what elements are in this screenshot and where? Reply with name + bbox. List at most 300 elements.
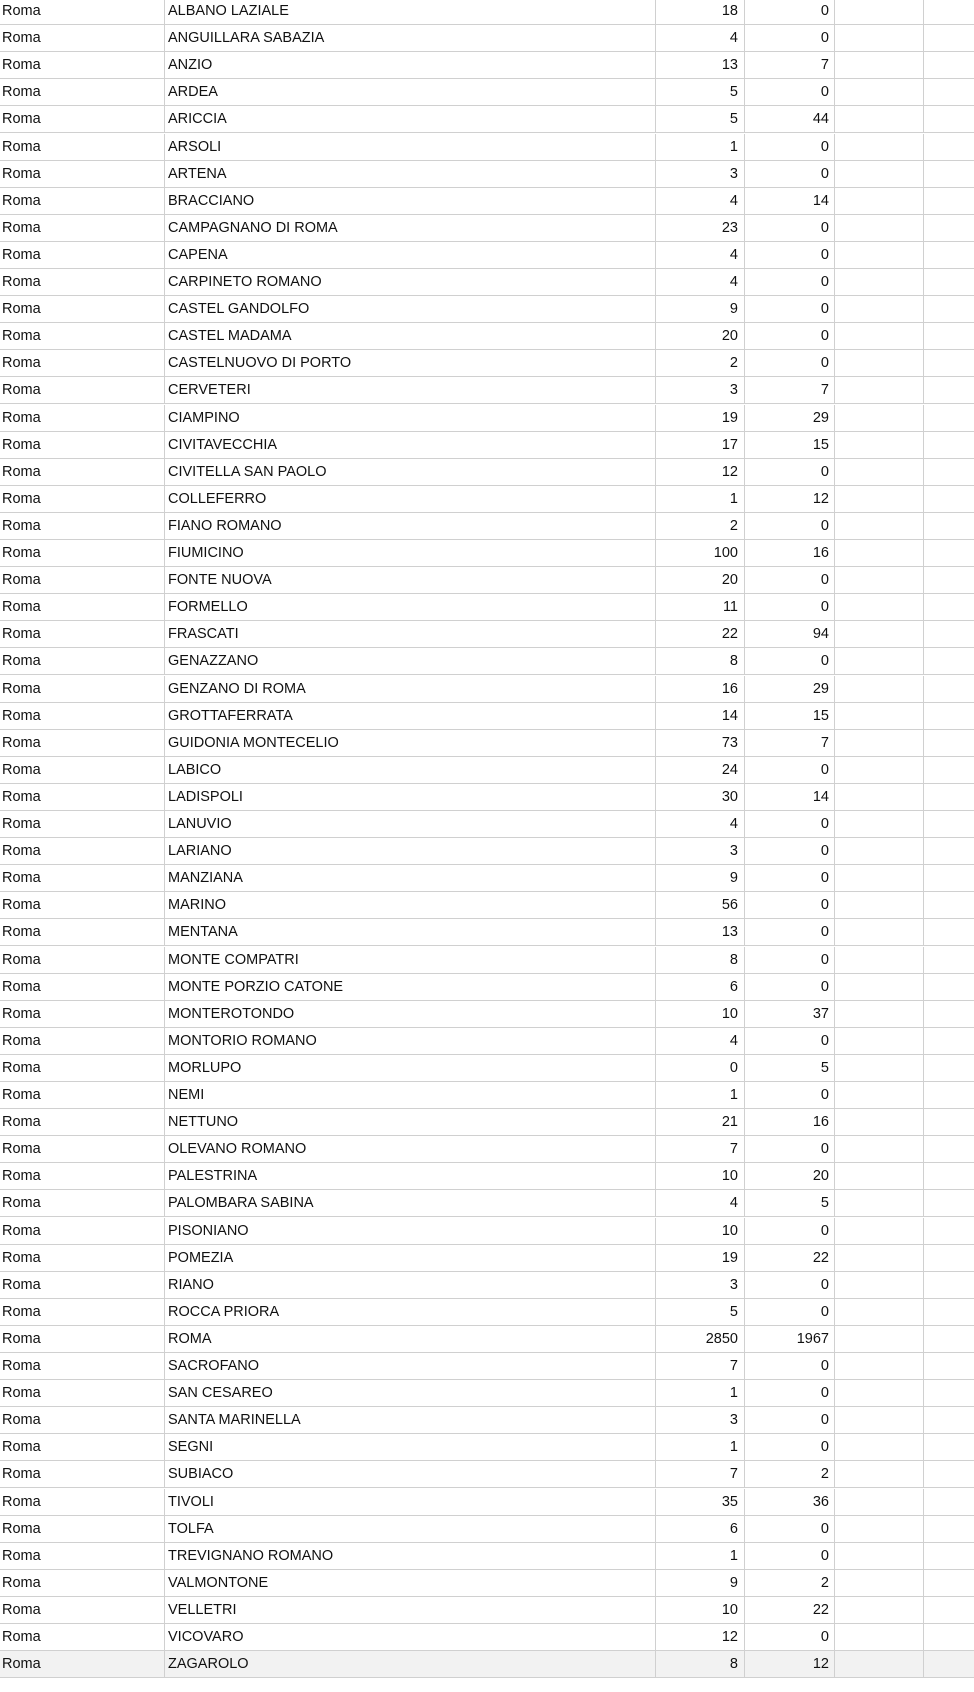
cell-province[interactable]: Roma [0, 1163, 165, 1189]
cell-value-a[interactable]: 1 [656, 1543, 745, 1569]
cell-empty[interactable] [835, 1353, 924, 1379]
cell-value-a[interactable]: 19 [656, 1245, 745, 1271]
cell-value-a[interactable]: 3 [656, 838, 745, 864]
cell-value-a[interactable]: 8 [656, 947, 745, 973]
cell-value-b[interactable]: 2 [745, 1570, 835, 1596]
cell-comune[interactable]: ROMA [165, 1326, 656, 1352]
cell-comune[interactable]: SUBIACO [165, 1461, 656, 1487]
cell-value-b[interactable]: 0 [745, 350, 835, 376]
cell-province[interactable]: Roma [0, 25, 165, 51]
cell-province[interactable]: Roma [0, 594, 165, 620]
cell-value-a[interactable]: 4 [656, 188, 745, 214]
cell-empty[interactable] [924, 1190, 974, 1216]
cell-empty[interactable] [924, 1001, 974, 1027]
cell-value-a[interactable]: 6 [656, 974, 745, 1000]
cell-province[interactable]: Roma [0, 215, 165, 241]
cell-comune[interactable]: CASTEL MADAMA [165, 323, 656, 349]
cell-empty[interactable] [835, 1461, 924, 1487]
cell-value-b[interactable]: 14 [745, 188, 835, 214]
cell-empty[interactable] [835, 1516, 924, 1542]
cell-value-b[interactable]: 29 [745, 405, 835, 431]
cell-value-b[interactable]: 0 [745, 1028, 835, 1054]
cell-empty[interactable] [924, 1570, 974, 1596]
cell-empty[interactable] [924, 405, 974, 431]
cell-value-a[interactable]: 14 [656, 703, 745, 729]
cell-empty[interactable] [924, 1245, 974, 1271]
cell-empty[interactable] [835, 730, 924, 756]
cell-empty[interactable] [835, 594, 924, 620]
cell-empty[interactable] [924, 1218, 974, 1244]
cell-empty[interactable] [924, 106, 974, 132]
cell-comune[interactable]: FIUMICINO [165, 540, 656, 566]
cell-comune[interactable]: MANZIANA [165, 865, 656, 891]
cell-empty[interactable] [835, 459, 924, 485]
cell-value-a[interactable]: 4 [656, 25, 745, 51]
cell-empty[interactable] [924, 486, 974, 512]
cell-value-a[interactable]: 20 [656, 323, 745, 349]
cell-value-b[interactable]: 0 [745, 1624, 835, 1650]
cell-empty[interactable] [835, 1272, 924, 1298]
cell-province[interactable]: Roma [0, 1489, 165, 1515]
cell-empty[interactable] [924, 1624, 974, 1650]
cell-value-b[interactable]: 44 [745, 106, 835, 132]
cell-empty[interactable] [924, 215, 974, 241]
cell-province[interactable]: Roma [0, 1570, 165, 1596]
cell-province[interactable]: Roma [0, 1516, 165, 1542]
cell-value-b[interactable]: 0 [745, 269, 835, 295]
cell-empty[interactable] [924, 811, 974, 837]
cell-empty[interactable] [835, 892, 924, 918]
cell-value-b[interactable]: 36 [745, 1489, 835, 1515]
cell-province[interactable]: Roma [0, 350, 165, 376]
cell-comune[interactable]: FORMELLO [165, 594, 656, 620]
cell-empty[interactable] [924, 1028, 974, 1054]
cell-value-b[interactable]: 0 [745, 161, 835, 187]
cell-value-a[interactable]: 30 [656, 784, 745, 810]
cell-value-b[interactable]: 0 [745, 25, 835, 51]
cell-province[interactable]: Roma [0, 1001, 165, 1027]
cell-comune[interactable]: TOLFA [165, 1516, 656, 1542]
cell-value-b[interactable]: 0 [745, 757, 835, 783]
cell-value-b[interactable]: 0 [745, 811, 835, 837]
cell-value-a[interactable]: 5 [656, 79, 745, 105]
cell-value-a[interactable]: 1 [656, 134, 745, 160]
cell-value-a[interactable]: 56 [656, 892, 745, 918]
cell-empty[interactable] [924, 1299, 974, 1325]
cell-empty[interactable] [835, 215, 924, 241]
cell-province[interactable]: Roma [0, 1272, 165, 1298]
cell-value-a[interactable]: 18 [656, 0, 745, 24]
cell-value-a[interactable]: 1 [656, 486, 745, 512]
cell-value-a[interactable]: 13 [656, 919, 745, 945]
cell-value-a[interactable]: 7 [656, 1461, 745, 1487]
cell-comune[interactable]: CAMPAGNANO DI ROMA [165, 215, 656, 241]
cell-comune[interactable]: CIVITAVECCHIA [165, 432, 656, 458]
cell-comune[interactable]: SANTA MARINELLA [165, 1407, 656, 1433]
cell-value-b[interactable]: 0 [745, 296, 835, 322]
cell-value-a[interactable]: 22 [656, 621, 745, 647]
cell-empty[interactable] [835, 1245, 924, 1271]
cell-value-b[interactable]: 12 [745, 486, 835, 512]
cell-empty[interactable] [924, 323, 974, 349]
cell-value-a[interactable]: 5 [656, 1299, 745, 1325]
cell-value-b[interactable]: 0 [745, 1353, 835, 1379]
cell-empty[interactable] [835, 1055, 924, 1081]
cell-comune[interactable]: ARTENA [165, 161, 656, 187]
cell-value-b[interactable]: 94 [745, 621, 835, 647]
cell-comune[interactable]: MARINO [165, 892, 656, 918]
cell-province[interactable]: Roma [0, 865, 165, 891]
cell-province[interactable]: Roma [0, 79, 165, 105]
cell-value-a[interactable]: 12 [656, 459, 745, 485]
cell-empty[interactable] [924, 1326, 974, 1352]
cell-province[interactable]: Roma [0, 52, 165, 78]
cell-value-b[interactable]: 0 [745, 323, 835, 349]
cell-province[interactable]: Roma [0, 1434, 165, 1460]
cell-empty[interactable] [835, 269, 924, 295]
cell-empty[interactable] [835, 323, 924, 349]
cell-value-b[interactable]: 0 [745, 974, 835, 1000]
cell-value-b[interactable]: 1967 [745, 1326, 835, 1352]
cell-comune[interactable]: PALOMBARA SABINA [165, 1190, 656, 1216]
cell-value-b[interactable]: 0 [745, 594, 835, 620]
cell-comune[interactable]: VALMONTONE [165, 1570, 656, 1596]
cell-value-a[interactable]: 100 [656, 540, 745, 566]
cell-comune[interactable]: MONTE COMPATRI [165, 947, 656, 973]
cell-empty[interactable] [924, 25, 974, 51]
cell-empty[interactable] [924, 838, 974, 864]
cell-province[interactable]: Roma [0, 459, 165, 485]
cell-province[interactable]: Roma [0, 947, 165, 973]
cell-province[interactable]: Roma [0, 161, 165, 187]
cell-value-b[interactable]: 0 [745, 1299, 835, 1325]
cell-value-b[interactable]: 0 [745, 513, 835, 539]
cell-value-a[interactable]: 21 [656, 1109, 745, 1135]
cell-value-a[interactable]: 8 [656, 1651, 745, 1677]
cell-province[interactable]: Roma [0, 703, 165, 729]
cell-province[interactable]: Roma [0, 892, 165, 918]
cell-empty[interactable] [924, 892, 974, 918]
cell-empty[interactable] [835, 1434, 924, 1460]
cell-value-a[interactable]: 23 [656, 215, 745, 241]
cell-comune[interactable]: MENTANA [165, 919, 656, 945]
cell-empty[interactable] [835, 1651, 924, 1677]
cell-province[interactable]: Roma [0, 1380, 165, 1406]
cell-empty[interactable] [835, 296, 924, 322]
cell-value-b[interactable]: 0 [745, 79, 835, 105]
cell-comune[interactable]: ARSOLI [165, 134, 656, 160]
cell-empty[interactable] [835, 377, 924, 403]
cell-empty[interactable] [835, 947, 924, 973]
cell-province[interactable]: Roma [0, 1353, 165, 1379]
cell-empty[interactable] [924, 865, 974, 891]
cell-empty[interactable] [835, 974, 924, 1000]
cell-province[interactable]: Roma [0, 757, 165, 783]
cell-value-b[interactable]: 0 [745, 1543, 835, 1569]
cell-value-a[interactable]: 3 [656, 1407, 745, 1433]
cell-comune[interactable]: SEGNI [165, 1434, 656, 1460]
cell-empty[interactable] [924, 242, 974, 268]
cell-province[interactable]: Roma [0, 377, 165, 403]
cell-empty[interactable] [924, 730, 974, 756]
cell-province[interactable]: Roma [0, 269, 165, 295]
cell-value-a[interactable]: 24 [656, 757, 745, 783]
cell-empty[interactable] [924, 1543, 974, 1569]
cell-comune[interactable]: TIVOLI [165, 1489, 656, 1515]
cell-empty[interactable] [835, 1028, 924, 1054]
cell-empty[interactable] [924, 1651, 974, 1677]
cell-empty[interactable] [924, 1597, 974, 1623]
cell-comune[interactable]: POMEZIA [165, 1245, 656, 1271]
cell-province[interactable]: Roma [0, 974, 165, 1000]
cell-province[interactable]: Roma [0, 432, 165, 458]
cell-value-a[interactable]: 9 [656, 865, 745, 891]
cell-empty[interactable] [835, 1190, 924, 1216]
cell-comune[interactable]: COLLEFERRO [165, 486, 656, 512]
cell-empty[interactable] [835, 838, 924, 864]
cell-empty[interactable] [835, 540, 924, 566]
cell-empty[interactable] [924, 1516, 974, 1542]
cell-empty[interactable] [835, 1407, 924, 1433]
cell-empty[interactable] [924, 1489, 974, 1515]
cell-value-b[interactable]: 22 [745, 1597, 835, 1623]
cell-value-a[interactable]: 20 [656, 567, 745, 593]
cell-empty[interactable] [924, 974, 974, 1000]
cell-comune[interactable]: MORLUPO [165, 1055, 656, 1081]
cell-value-b[interactable]: 0 [745, 567, 835, 593]
cell-value-b[interactable]: 0 [745, 1407, 835, 1433]
cell-comune[interactable]: LADISPOLI [165, 784, 656, 810]
cell-value-a[interactable]: 3 [656, 1272, 745, 1298]
cell-value-a[interactable]: 10 [656, 1597, 745, 1623]
cell-comune[interactable]: ANGUILLARA SABAZIA [165, 25, 656, 51]
cell-comune[interactable]: MONTORIO ROMANO [165, 1028, 656, 1054]
cell-province[interactable]: Roma [0, 919, 165, 945]
cell-empty[interactable] [924, 1136, 974, 1162]
cell-empty[interactable] [835, 757, 924, 783]
cell-comune[interactable]: SAN CESAREO [165, 1380, 656, 1406]
cell-comune[interactable]: TREVIGNANO ROMANO [165, 1543, 656, 1569]
cell-comune[interactable]: CAPENA [165, 242, 656, 268]
cell-value-b[interactable]: 2 [745, 1461, 835, 1487]
cell-province[interactable]: Roma [0, 242, 165, 268]
cell-value-b[interactable]: 0 [745, 1218, 835, 1244]
cell-comune[interactable]: BRACCIANO [165, 188, 656, 214]
cell-value-b[interactable]: 0 [745, 1380, 835, 1406]
cell-empty[interactable] [835, 1163, 924, 1189]
cell-comune[interactable]: VELLETRI [165, 1597, 656, 1623]
cell-empty[interactable] [835, 621, 924, 647]
cell-province[interactable]: Roma [0, 621, 165, 647]
cell-comune[interactable]: MONTEROTONDO [165, 1001, 656, 1027]
cell-province[interactable]: Roma [0, 648, 165, 674]
cell-empty[interactable] [924, 1353, 974, 1379]
cell-value-b[interactable]: 16 [745, 1109, 835, 1135]
cell-empty[interactable] [924, 296, 974, 322]
cell-value-b[interactable]: 0 [745, 242, 835, 268]
cell-empty[interactable] [924, 567, 974, 593]
cell-comune[interactable]: ROCCA PRIORA [165, 1299, 656, 1325]
cell-comune[interactable]: CERVETERI [165, 377, 656, 403]
cell-empty[interactable] [835, 1380, 924, 1406]
cell-value-b[interactable]: 0 [745, 1434, 835, 1460]
cell-empty[interactable] [924, 703, 974, 729]
cell-value-b[interactable]: 29 [745, 676, 835, 702]
cell-empty[interactable] [835, 350, 924, 376]
cell-empty[interactable] [924, 350, 974, 376]
cell-empty[interactable] [835, 432, 924, 458]
cell-value-b[interactable]: 7 [745, 730, 835, 756]
cell-value-a[interactable]: 2 [656, 350, 745, 376]
cell-province[interactable]: Roma [0, 323, 165, 349]
cell-province[interactable]: Roma [0, 676, 165, 702]
cell-province[interactable]: Roma [0, 838, 165, 864]
cell-value-a[interactable]: 10 [656, 1218, 745, 1244]
cell-comune[interactable]: GROTTAFERRATA [165, 703, 656, 729]
cell-value-a[interactable]: 9 [656, 296, 745, 322]
cell-comune[interactable]: FRASCATI [165, 621, 656, 647]
cell-value-a[interactable]: 6 [656, 1516, 745, 1542]
cell-empty[interactable] [924, 1272, 974, 1298]
cell-province[interactable]: Roma [0, 134, 165, 160]
cell-province[interactable]: Roma [0, 0, 165, 24]
cell-value-b[interactable]: 0 [745, 0, 835, 24]
cell-province[interactable]: Roma [0, 405, 165, 431]
cell-empty[interactable] [924, 1082, 974, 1108]
cell-empty[interactable] [835, 52, 924, 78]
cell-empty[interactable] [924, 1109, 974, 1135]
cell-comune[interactable]: ARDEA [165, 79, 656, 105]
cell-empty[interactable] [835, 865, 924, 891]
cell-empty[interactable] [835, 25, 924, 51]
cell-empty[interactable] [835, 486, 924, 512]
cell-comune[interactable]: RIANO [165, 1272, 656, 1298]
cell-value-a[interactable]: 10 [656, 1163, 745, 1189]
cell-value-b[interactable]: 0 [745, 947, 835, 973]
cell-empty[interactable] [924, 1380, 974, 1406]
cell-value-a[interactable]: 17 [656, 432, 745, 458]
cell-empty[interactable] [835, 1624, 924, 1650]
cell-empty[interactable] [835, 513, 924, 539]
cell-empty[interactable] [924, 377, 974, 403]
cell-province[interactable]: Roma [0, 486, 165, 512]
cell-value-a[interactable]: 19 [656, 405, 745, 431]
cell-empty[interactable] [835, 1489, 924, 1515]
cell-value-a[interactable]: 2 [656, 513, 745, 539]
cell-empty[interactable] [924, 0, 974, 24]
cell-province[interactable]: Roma [0, 1136, 165, 1162]
cell-value-b[interactable]: 7 [745, 52, 835, 78]
cell-value-b[interactable]: 22 [745, 1245, 835, 1271]
cell-empty[interactable] [924, 161, 974, 187]
cell-province[interactable]: Roma [0, 1543, 165, 1569]
cell-comune[interactable]: FIANO ROMANO [165, 513, 656, 539]
cell-empty[interactable] [835, 1001, 924, 1027]
cell-comune[interactable]: ARICCIA [165, 106, 656, 132]
cell-comune[interactable]: CASTEL GANDOLFO [165, 296, 656, 322]
cell-empty[interactable] [924, 784, 974, 810]
cell-empty[interactable] [835, 784, 924, 810]
cell-comune[interactable]: PISONIANO [165, 1218, 656, 1244]
cell-comune[interactable]: MONTE PORZIO CATONE [165, 974, 656, 1000]
cell-province[interactable]: Roma [0, 1461, 165, 1487]
cell-value-b[interactable]: 0 [745, 1136, 835, 1162]
cell-province[interactable]: Roma [0, 1407, 165, 1433]
cell-empty[interactable] [924, 947, 974, 973]
cell-comune[interactable]: PALESTRINA [165, 1163, 656, 1189]
cell-value-a[interactable]: 4 [656, 242, 745, 268]
cell-empty[interactable] [835, 648, 924, 674]
cell-province[interactable]: Roma [0, 540, 165, 566]
cell-empty[interactable] [924, 79, 974, 105]
cell-empty[interactable] [835, 1543, 924, 1569]
cell-empty[interactable] [835, 79, 924, 105]
cell-value-b[interactable]: 0 [745, 459, 835, 485]
cell-province[interactable]: Roma [0, 1028, 165, 1054]
cell-value-b[interactable]: 0 [745, 1516, 835, 1542]
cell-empty[interactable] [924, 757, 974, 783]
cell-province[interactable]: Roma [0, 1190, 165, 1216]
cell-value-b[interactable]: 0 [745, 919, 835, 945]
cell-comune[interactable]: OLEVANO ROMANO [165, 1136, 656, 1162]
cell-value-b[interactable]: 5 [745, 1190, 835, 1216]
cell-province[interactable]: Roma [0, 1082, 165, 1108]
cell-comune[interactable]: ZAGAROLO [165, 1651, 656, 1677]
cell-empty[interactable] [924, 1163, 974, 1189]
cell-empty[interactable] [835, 242, 924, 268]
cell-empty[interactable] [924, 134, 974, 160]
cell-value-a[interactable]: 7 [656, 1136, 745, 1162]
cell-value-a[interactable]: 35 [656, 1489, 745, 1515]
cell-value-a[interactable]: 3 [656, 377, 745, 403]
cell-value-a[interactable]: 11 [656, 594, 745, 620]
cell-value-b[interactable]: 12 [745, 1651, 835, 1677]
cell-comune[interactable]: ALBANO LAZIALE [165, 0, 656, 24]
cell-value-a[interactable]: 4 [656, 1190, 745, 1216]
cell-value-a[interactable]: 1 [656, 1082, 745, 1108]
cell-value-b[interactable]: 7 [745, 377, 835, 403]
cell-value-a[interactable]: 0 [656, 1055, 745, 1081]
cell-empty[interactable] [835, 919, 924, 945]
cell-value-a[interactable]: 5 [656, 106, 745, 132]
cell-empty[interactable] [924, 919, 974, 945]
cell-value-a[interactable]: 13 [656, 52, 745, 78]
cell-empty[interactable] [835, 1326, 924, 1352]
cell-value-b[interactable]: 0 [745, 838, 835, 864]
cell-value-a[interactable]: 10 [656, 1001, 745, 1027]
cell-empty[interactable] [835, 567, 924, 593]
cell-empty[interactable] [924, 188, 974, 214]
cell-empty[interactable] [835, 134, 924, 160]
cell-province[interactable]: Roma [0, 1299, 165, 1325]
cell-value-b[interactable]: 14 [745, 784, 835, 810]
cell-empty[interactable] [835, 1299, 924, 1325]
cell-province[interactable]: Roma [0, 513, 165, 539]
cell-empty[interactable] [835, 188, 924, 214]
cell-comune[interactable]: VICOVARO [165, 1624, 656, 1650]
cell-empty[interactable] [924, 269, 974, 295]
cell-empty[interactable] [924, 513, 974, 539]
cell-empty[interactable] [924, 1461, 974, 1487]
cell-comune[interactable]: SACROFANO [165, 1353, 656, 1379]
cell-province[interactable]: Roma [0, 1245, 165, 1271]
cell-empty[interactable] [835, 1570, 924, 1596]
cell-empty[interactable] [924, 648, 974, 674]
cell-province[interactable]: Roma [0, 188, 165, 214]
cell-comune[interactable]: NEMI [165, 1082, 656, 1108]
cell-empty[interactable] [835, 161, 924, 187]
cell-empty[interactable] [924, 52, 974, 78]
